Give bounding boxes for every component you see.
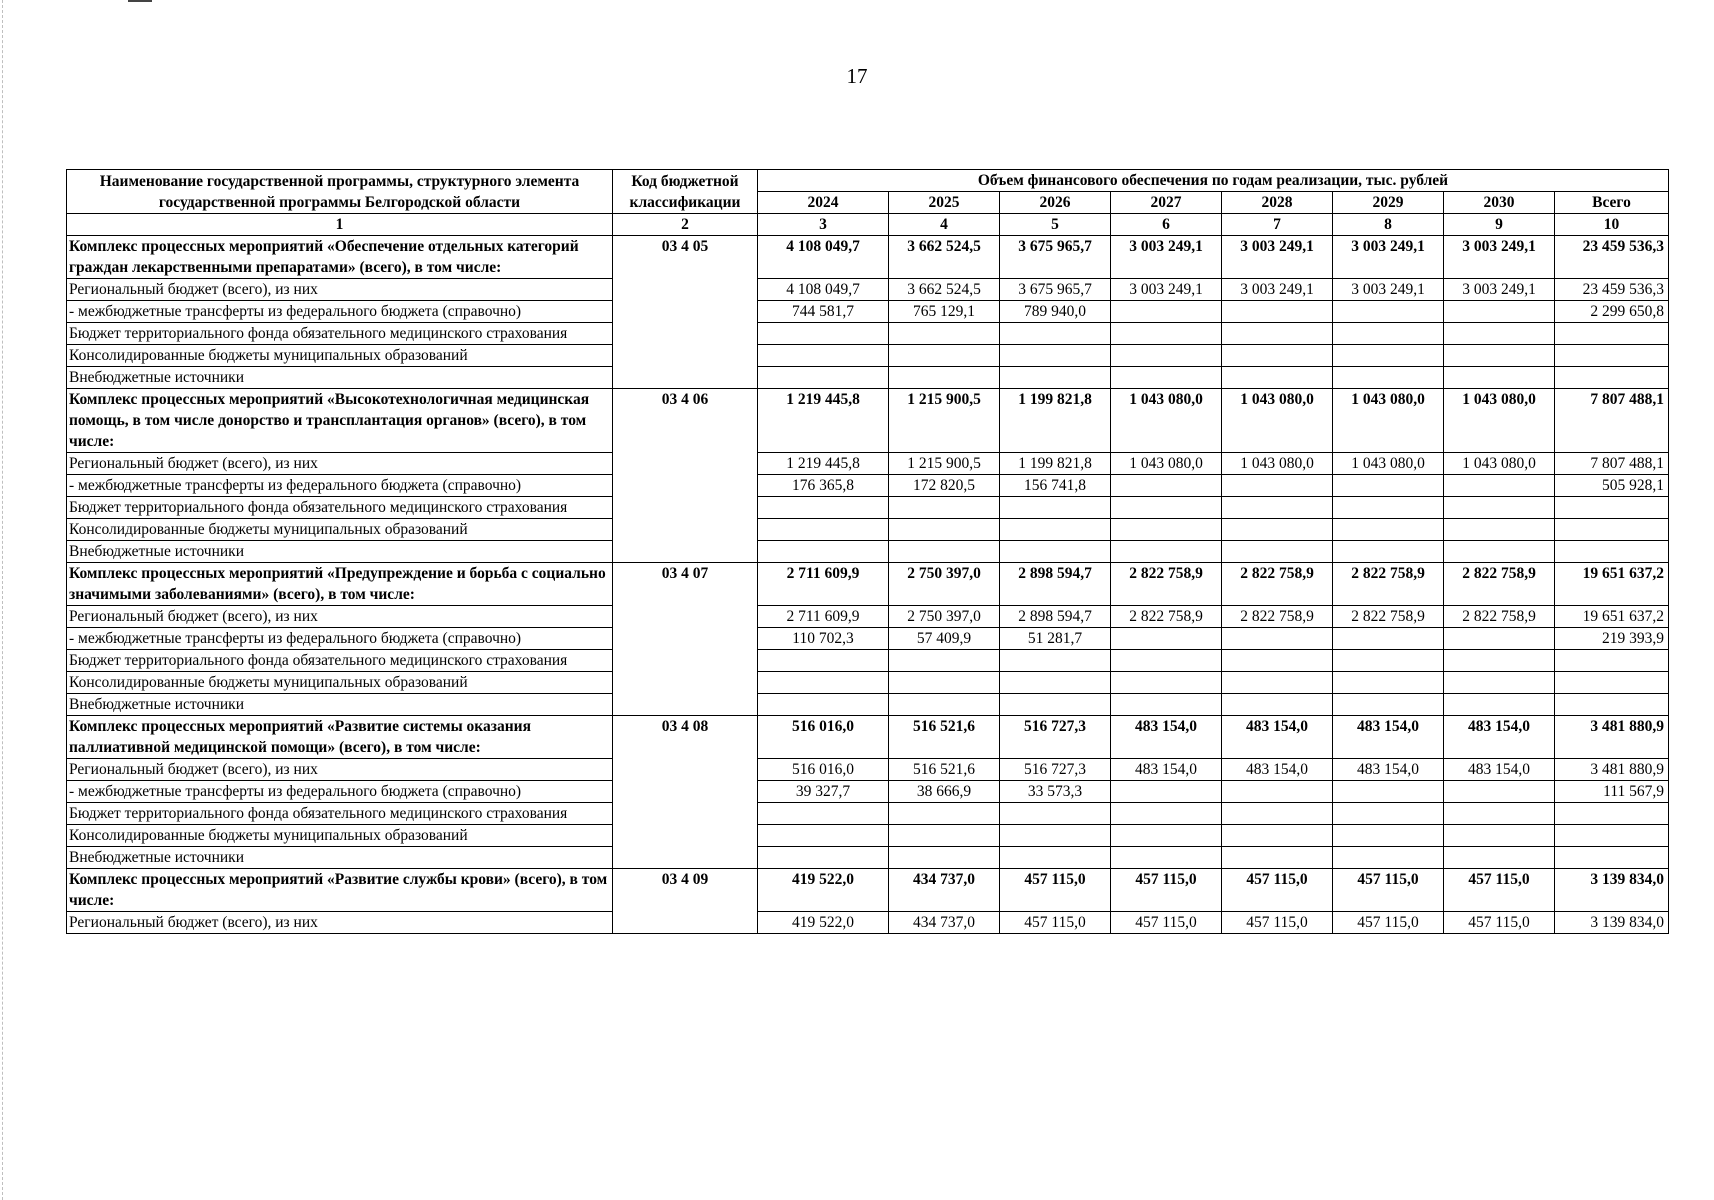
- amount-year-cell: [1333, 694, 1444, 716]
- amount-year-cell: [758, 541, 889, 563]
- amount-year-cell: 516 016,0: [758, 759, 889, 781]
- amount-year-cell: [1444, 672, 1555, 694]
- amount-year-cell: [1000, 825, 1111, 847]
- amount-year-cell: [889, 345, 1000, 367]
- amount-year-cell: 483 154,0: [1333, 759, 1444, 781]
- table-row: [67, 389, 1669, 453]
- amount-total-cell: 219 393,9: [1555, 628, 1669, 650]
- table-body: [67, 236, 1669, 934]
- amount-year-cell: [1333, 519, 1444, 541]
- table-row: [67, 236, 1669, 279]
- amount-year-cell: [1333, 847, 1444, 869]
- amount-year-cell: [1222, 301, 1333, 323]
- funding-source-name: Внебюджетные источники: [67, 367, 613, 389]
- amount-year-cell: 38 666,9: [889, 781, 1000, 803]
- amount-year-cell: [1333, 345, 1444, 367]
- amount-year-cell: [1222, 847, 1333, 869]
- header-column-number-5: 5: [1000, 214, 1111, 236]
- funding-source-name: Региональный бюджет (всего), из них: [67, 606, 613, 628]
- amount-year-cell: 516 521,6: [889, 759, 1000, 781]
- header-row-top: [67, 170, 1669, 192]
- amount-year-cell: [758, 694, 889, 716]
- amount-year-cell: 483 154,0: [1222, 716, 1333, 759]
- amount-year-cell: 3 003 249,1: [1444, 236, 1555, 279]
- amount-year-cell: [889, 497, 1000, 519]
- amount-year-cell: 457 115,0: [1111, 869, 1222, 912]
- amount-year-cell: 483 154,0: [1111, 759, 1222, 781]
- amount-year-cell: 765 129,1: [889, 301, 1000, 323]
- table-row: [67, 781, 1669, 803]
- amount-year-cell: 1 043 080,0: [1333, 389, 1444, 453]
- funding-source-name: Внебюджетные источники: [67, 541, 613, 563]
- funding-source-name: Региональный бюджет (всего), из них: [67, 453, 613, 475]
- amount-year-cell: [1111, 367, 1222, 389]
- amount-year-cell: 39 327,7: [758, 781, 889, 803]
- amount-year-cell: [1111, 650, 1222, 672]
- amount-year-cell: [1000, 367, 1111, 389]
- amount-year-cell: 483 154,0: [1333, 716, 1444, 759]
- amount-year-cell: 2 822 758,9: [1444, 606, 1555, 628]
- amount-year-cell: 434 737,0: [889, 869, 1000, 912]
- header-volume-group: Объем финансового обеспечения по годам реализации, тыс. рублей: [758, 170, 1669, 192]
- header-column-number-4: 4: [889, 214, 1000, 236]
- funding-source-name: Внебюджетные источники: [67, 694, 613, 716]
- amount-year-cell: 457 115,0: [1444, 912, 1555, 934]
- amount-total-cell: 3 481 880,9: [1555, 716, 1669, 759]
- amount-year-cell: [1111, 519, 1222, 541]
- header-year-7: 2030: [1444, 192, 1555, 214]
- amount-year-cell: [1111, 694, 1222, 716]
- amount-year-cell: [889, 825, 1000, 847]
- amount-year-cell: [1444, 847, 1555, 869]
- table-row: [67, 628, 1669, 650]
- amount-year-cell: [758, 672, 889, 694]
- amount-year-cell: [1000, 345, 1111, 367]
- amount-year-cell: [1111, 345, 1222, 367]
- amount-year-cell: [1222, 825, 1333, 847]
- amount-year-cell: [758, 497, 889, 519]
- amount-year-cell: [1000, 694, 1111, 716]
- table-row: [67, 345, 1669, 367]
- amount-year-cell: 789 940,0: [1000, 301, 1111, 323]
- scan-edge-line: [2, 0, 4, 1200]
- amount-year-cell: [1444, 650, 1555, 672]
- amount-year-cell: 2 898 594,7: [1000, 563, 1111, 606]
- funding-source-name: Бюджет территориального фонда обязательного медицинского страхования: [67, 803, 613, 825]
- amount-year-cell: 483 154,0: [1444, 716, 1555, 759]
- amount-year-cell: 1 043 080,0: [1444, 389, 1555, 453]
- amount-year-cell: [1444, 497, 1555, 519]
- table-row: [67, 323, 1669, 345]
- amount-year-cell: [1444, 519, 1555, 541]
- amount-year-cell: 516 727,3: [1000, 759, 1111, 781]
- amount-total-cell: [1555, 323, 1669, 345]
- amount-total-cell: 3 481 880,9: [1555, 759, 1669, 781]
- amount-year-cell: [1444, 541, 1555, 563]
- amount-year-cell: [889, 847, 1000, 869]
- amount-year-cell: 110 702,3: [758, 628, 889, 650]
- amount-year-cell: 4 108 049,7: [758, 236, 889, 279]
- amount-year-cell: [1444, 323, 1555, 345]
- amount-year-cell: 3 003 249,1: [1222, 279, 1333, 301]
- scan-mark: [128, 0, 152, 2]
- table-row: [67, 497, 1669, 519]
- amount-year-cell: [758, 519, 889, 541]
- header-column-number-3: 3: [758, 214, 889, 236]
- header-column-number-2: 2: [613, 214, 758, 236]
- amount-year-cell: [758, 345, 889, 367]
- amount-year-cell: [1111, 301, 1222, 323]
- funding-source-name: Бюджет территориального фонда обязательного медицинского страхования: [67, 323, 613, 345]
- amount-year-cell: [758, 650, 889, 672]
- amount-year-cell: [889, 694, 1000, 716]
- budget-classification-code: 03 4 05: [613, 236, 758, 389]
- amount-year-cell: [889, 323, 1000, 345]
- amount-year-cell: 457 115,0: [1333, 912, 1444, 934]
- amount-year-cell: 3 003 249,1: [1222, 236, 1333, 279]
- amount-year-cell: [1222, 694, 1333, 716]
- amount-total-cell: [1555, 650, 1669, 672]
- amount-year-cell: [1333, 650, 1444, 672]
- amount-total-cell: [1555, 803, 1669, 825]
- amount-year-cell: 1 043 080,0: [1111, 389, 1222, 453]
- amount-year-cell: 1 043 080,0: [1222, 453, 1333, 475]
- amount-year-cell: 516 016,0: [758, 716, 889, 759]
- program-complex-name: Комплекс процессных мероприятий «Высокотехнологичная медицинская помощь, в том числе донорство и трансплантация органов» (всего), в том числе:: [67, 389, 613, 453]
- amount-year-cell: 419 522,0: [758, 869, 889, 912]
- amount-year-cell: [1333, 301, 1444, 323]
- amount-year-cell: [1333, 803, 1444, 825]
- amount-year-cell: 457 115,0: [1222, 869, 1333, 912]
- header-year-2: 2025: [889, 192, 1000, 214]
- amount-year-cell: [758, 323, 889, 345]
- amount-year-cell: [889, 672, 1000, 694]
- header-code-column: Код бюджетной классификации: [613, 170, 758, 214]
- amount-year-cell: 483 154,0: [1111, 716, 1222, 759]
- amount-year-cell: [1111, 541, 1222, 563]
- amount-year-cell: 3 675 965,7: [1000, 236, 1111, 279]
- funding-source-name: - межбюджетные трансферты из федерального бюджета (справочно): [67, 301, 613, 323]
- amount-year-cell: 2 822 758,9: [1333, 606, 1444, 628]
- amount-year-cell: [758, 825, 889, 847]
- amount-year-cell: [758, 847, 889, 869]
- amount-year-cell: [1333, 323, 1444, 345]
- amount-year-cell: [1000, 519, 1111, 541]
- amount-year-cell: [1444, 345, 1555, 367]
- amount-year-cell: 2 822 758,9: [1222, 606, 1333, 628]
- amount-year-cell: [1000, 650, 1111, 672]
- table-row: [67, 694, 1669, 716]
- budget-classification-code: 03 4 07: [613, 563, 758, 716]
- table-row: [67, 301, 1669, 323]
- amount-year-cell: [1111, 847, 1222, 869]
- amount-year-cell: 1 215 900,5: [889, 453, 1000, 475]
- amount-year-cell: [1222, 541, 1333, 563]
- amount-year-cell: [1333, 475, 1444, 497]
- amount-year-cell: [1000, 803, 1111, 825]
- amount-year-cell: [889, 541, 1000, 563]
- amount-year-cell: 4 108 049,7: [758, 279, 889, 301]
- amount-year-cell: 457 115,0: [1000, 912, 1111, 934]
- table-row: [67, 650, 1669, 672]
- amount-year-cell: [1222, 323, 1333, 345]
- funding-source-name: Консолидированные бюджеты муниципальных образований: [67, 825, 613, 847]
- amount-year-cell: [1000, 847, 1111, 869]
- amount-year-cell: [1222, 345, 1333, 367]
- table-row: [67, 475, 1669, 497]
- amount-year-cell: [1222, 672, 1333, 694]
- header-year-1: 2024: [758, 192, 889, 214]
- amount-year-cell: [1111, 628, 1222, 650]
- amount-year-cell: [1000, 672, 1111, 694]
- amount-total-cell: 23 459 536,3: [1555, 236, 1669, 279]
- amount-year-cell: [1000, 541, 1111, 563]
- amount-year-cell: 2 750 397,0: [889, 563, 1000, 606]
- amount-year-cell: 483 154,0: [1222, 759, 1333, 781]
- amount-year-cell: 457 115,0: [1444, 869, 1555, 912]
- amount-year-cell: [1111, 803, 1222, 825]
- amount-year-cell: [1222, 628, 1333, 650]
- amount-year-cell: [889, 367, 1000, 389]
- header-year-8: Всего: [1555, 192, 1669, 214]
- amount-year-cell: [1444, 301, 1555, 323]
- amount-year-cell: [1333, 825, 1444, 847]
- table-row: [67, 279, 1669, 301]
- amount-year-cell: 483 154,0: [1444, 759, 1555, 781]
- program-complex-name: Комплекс процессных мероприятий «Обеспечение отдельных категорий граждан лекарственными препаратами» (всего), в том числе:: [67, 236, 613, 279]
- amount-total-cell: 111 567,9: [1555, 781, 1669, 803]
- amount-year-cell: [1000, 323, 1111, 345]
- amount-year-cell: 1 199 821,8: [1000, 389, 1111, 453]
- amount-year-cell: 33 573,3: [1000, 781, 1111, 803]
- amount-year-cell: 2 711 609,9: [758, 563, 889, 606]
- header-year-6: 2029: [1333, 192, 1444, 214]
- amount-year-cell: [889, 650, 1000, 672]
- amount-year-cell: 1 199 821,8: [1000, 453, 1111, 475]
- amount-year-cell: 2 822 758,9: [1222, 563, 1333, 606]
- amount-total-cell: [1555, 519, 1669, 541]
- funding-source-name: - межбюджетные трансферты из федерального бюджета (справочно): [67, 781, 613, 803]
- table-row: [67, 803, 1669, 825]
- amount-year-cell: [1444, 803, 1555, 825]
- amount-year-cell: 3 003 249,1: [1333, 279, 1444, 301]
- page-number: 17: [846, 64, 868, 88]
- amount-total-cell: 2 299 650,8: [1555, 301, 1669, 323]
- amount-total-cell: [1555, 825, 1669, 847]
- funding-source-name: Региональный бюджет (всего), из них: [67, 759, 613, 781]
- amount-year-cell: 3 003 249,1: [1444, 279, 1555, 301]
- table-row: [67, 759, 1669, 781]
- amount-total-cell: 7 807 488,1: [1555, 389, 1669, 453]
- amount-year-cell: 156 741,8: [1000, 475, 1111, 497]
- amount-year-cell: 2 822 758,9: [1111, 563, 1222, 606]
- amount-year-cell: 457 115,0: [1333, 869, 1444, 912]
- amount-year-cell: [1111, 323, 1222, 345]
- budget-classification-code: 03 4 08: [613, 716, 758, 869]
- amount-year-cell: 1 043 080,0: [1222, 389, 1333, 453]
- amount-year-cell: 2 750 397,0: [889, 606, 1000, 628]
- table-row: [67, 912, 1669, 934]
- amount-year-cell: 3 003 249,1: [1111, 236, 1222, 279]
- amount-year-cell: [1222, 367, 1333, 389]
- amount-year-cell: 2 822 758,9: [1111, 606, 1222, 628]
- amount-total-cell: 7 807 488,1: [1555, 453, 1669, 475]
- table-row: [67, 825, 1669, 847]
- amount-year-cell: 1 219 445,8: [758, 453, 889, 475]
- amount-year-cell: 172 820,5: [889, 475, 1000, 497]
- amount-year-cell: [1333, 367, 1444, 389]
- amount-year-cell: [1333, 497, 1444, 519]
- amount-year-cell: [1111, 475, 1222, 497]
- amount-year-cell: 457 115,0: [1222, 912, 1333, 934]
- program-complex-name: Комплекс процессных мероприятий «Предупреждение и борьба с социально значимыми заболеваниями» (всего), в том числе:: [67, 563, 613, 606]
- amount-year-cell: [1333, 628, 1444, 650]
- funding-source-name: Консолидированные бюджеты муниципальных образований: [67, 519, 613, 541]
- funding-source-name: Региональный бюджет (всего), из них: [67, 279, 613, 301]
- amount-total-cell: 19 651 637,2: [1555, 606, 1669, 628]
- header-column-number-1: 1: [67, 214, 613, 236]
- amount-year-cell: 176 365,8: [758, 475, 889, 497]
- table-row: [67, 563, 1669, 606]
- amount-total-cell: 3 139 834,0: [1555, 869, 1669, 912]
- header-column-numbers-row: [67, 214, 1669, 236]
- funding-source-name: Бюджет территориального фонда обязательного медицинского страхования: [67, 497, 613, 519]
- header-column-number-10: 10: [1555, 214, 1669, 236]
- amount-year-cell: [1444, 475, 1555, 497]
- amount-year-cell: 744 581,7: [758, 301, 889, 323]
- amount-year-cell: 434 737,0: [889, 912, 1000, 934]
- amount-total-cell: 19 651 637,2: [1555, 563, 1669, 606]
- amount-year-cell: [1222, 781, 1333, 803]
- funding-source-name: Консолидированные бюджеты муниципальных образований: [67, 672, 613, 694]
- amount-year-cell: [1222, 475, 1333, 497]
- budget-classification-code: 03 4 09: [613, 869, 758, 934]
- amount-year-cell: [1222, 650, 1333, 672]
- table-row: [67, 716, 1669, 759]
- table-row: [67, 519, 1669, 541]
- header-year-4: 2027: [1111, 192, 1222, 214]
- funding-source-name: Внебюджетные источники: [67, 847, 613, 869]
- amount-total-cell: [1555, 672, 1669, 694]
- table-row: [67, 606, 1669, 628]
- header-column-number-6: 6: [1111, 214, 1222, 236]
- amount-year-cell: [1000, 497, 1111, 519]
- header-year-5: 2028: [1222, 192, 1333, 214]
- budget-table: [66, 169, 1669, 934]
- amount-total-cell: 3 139 834,0: [1555, 912, 1669, 934]
- funding-source-name: Бюджет территориального фонда обязательного медицинского страхования: [67, 650, 613, 672]
- amount-year-cell: [1333, 541, 1444, 563]
- amount-year-cell: 2 822 758,9: [1444, 563, 1555, 606]
- amount-year-cell: [889, 519, 1000, 541]
- table-row: [67, 847, 1669, 869]
- amount-year-cell: [1222, 803, 1333, 825]
- amount-year-cell: 419 522,0: [758, 912, 889, 934]
- funding-source-name: Консолидированные бюджеты муниципальных образований: [67, 345, 613, 367]
- amount-total-cell: [1555, 541, 1669, 563]
- funding-source-name: - межбюджетные трансферты из федерального бюджета (справочно): [67, 475, 613, 497]
- table-row: [67, 541, 1669, 563]
- amount-year-cell: 2 711 609,9: [758, 606, 889, 628]
- amount-year-cell: [1111, 781, 1222, 803]
- header-name-column: Наименование государственной программы, структурного элемента государственной программы Белгородской области: [67, 170, 613, 214]
- amount-year-cell: 516 727,3: [1000, 716, 1111, 759]
- funding-source-name: - межбюджетные трансферты из федерального бюджета (справочно): [67, 628, 613, 650]
- amount-year-cell: 3 675 965,7: [1000, 279, 1111, 301]
- header-year-3: 2026: [1000, 192, 1111, 214]
- table-row: [67, 672, 1669, 694]
- amount-year-cell: 3 003 249,1: [1111, 279, 1222, 301]
- amount-year-cell: [1444, 367, 1555, 389]
- amount-year-cell: 1 219 445,8: [758, 389, 889, 453]
- amount-year-cell: [1333, 781, 1444, 803]
- amount-year-cell: 57 409,9: [889, 628, 1000, 650]
- program-complex-name: Комплекс процессных мероприятий «Развитие службы крови» (всего), в том числе:: [67, 869, 613, 912]
- amount-total-cell: 505 928,1: [1555, 475, 1669, 497]
- amount-year-cell: [1444, 781, 1555, 803]
- document-sheet: [66, 169, 1669, 934]
- table-row: [67, 869, 1669, 912]
- amount-total-cell: [1555, 847, 1669, 869]
- amount-year-cell: 1 043 080,0: [1111, 453, 1222, 475]
- amount-year-cell: 2 822 758,9: [1333, 563, 1444, 606]
- amount-total-cell: [1555, 497, 1669, 519]
- amount-year-cell: [1444, 825, 1555, 847]
- program-complex-name: Комплекс процессных мероприятий «Развитие системы оказания паллиативной медицинской помощи» (всего), в том числе:: [67, 716, 613, 759]
- amount-year-cell: 3 003 249,1: [1333, 236, 1444, 279]
- amount-year-cell: [758, 803, 889, 825]
- amount-year-cell: [1444, 694, 1555, 716]
- amount-year-cell: 3 662 524,5: [889, 279, 1000, 301]
- budget-classification-code: 03 4 06: [613, 389, 758, 563]
- amount-year-cell: 51 281,7: [1000, 628, 1111, 650]
- amount-year-cell: [889, 803, 1000, 825]
- amount-total-cell: 23 459 536,3: [1555, 279, 1669, 301]
- amount-year-cell: [1222, 519, 1333, 541]
- amount-year-cell: 2 898 594,7: [1000, 606, 1111, 628]
- amount-total-cell: [1555, 345, 1669, 367]
- amount-year-cell: [1222, 497, 1333, 519]
- amount-year-cell: 3 662 524,5: [889, 236, 1000, 279]
- amount-year-cell: 457 115,0: [1111, 912, 1222, 934]
- amount-total-cell: [1555, 367, 1669, 389]
- amount-year-cell: 516 521,6: [889, 716, 1000, 759]
- amount-year-cell: [1111, 825, 1222, 847]
- table-row: [67, 453, 1669, 475]
- amount-year-cell: 1 215 900,5: [889, 389, 1000, 453]
- header-column-number-9: 9: [1444, 214, 1555, 236]
- amount-year-cell: [758, 367, 889, 389]
- amount-year-cell: [1444, 628, 1555, 650]
- header-column-number-7: 7: [1222, 214, 1333, 236]
- amount-total-cell: [1555, 694, 1669, 716]
- funding-source-name: Региональный бюджет (всего), из них: [67, 912, 613, 934]
- amount-year-cell: [1111, 497, 1222, 519]
- amount-year-cell: [1333, 672, 1444, 694]
- header-column-number-8: 8: [1333, 214, 1444, 236]
- amount-year-cell: 1 043 080,0: [1333, 453, 1444, 475]
- table-row: [67, 367, 1669, 389]
- amount-year-cell: [1111, 672, 1222, 694]
- amount-year-cell: 1 043 080,0: [1444, 453, 1555, 475]
- amount-year-cell: 457 115,0: [1000, 869, 1111, 912]
